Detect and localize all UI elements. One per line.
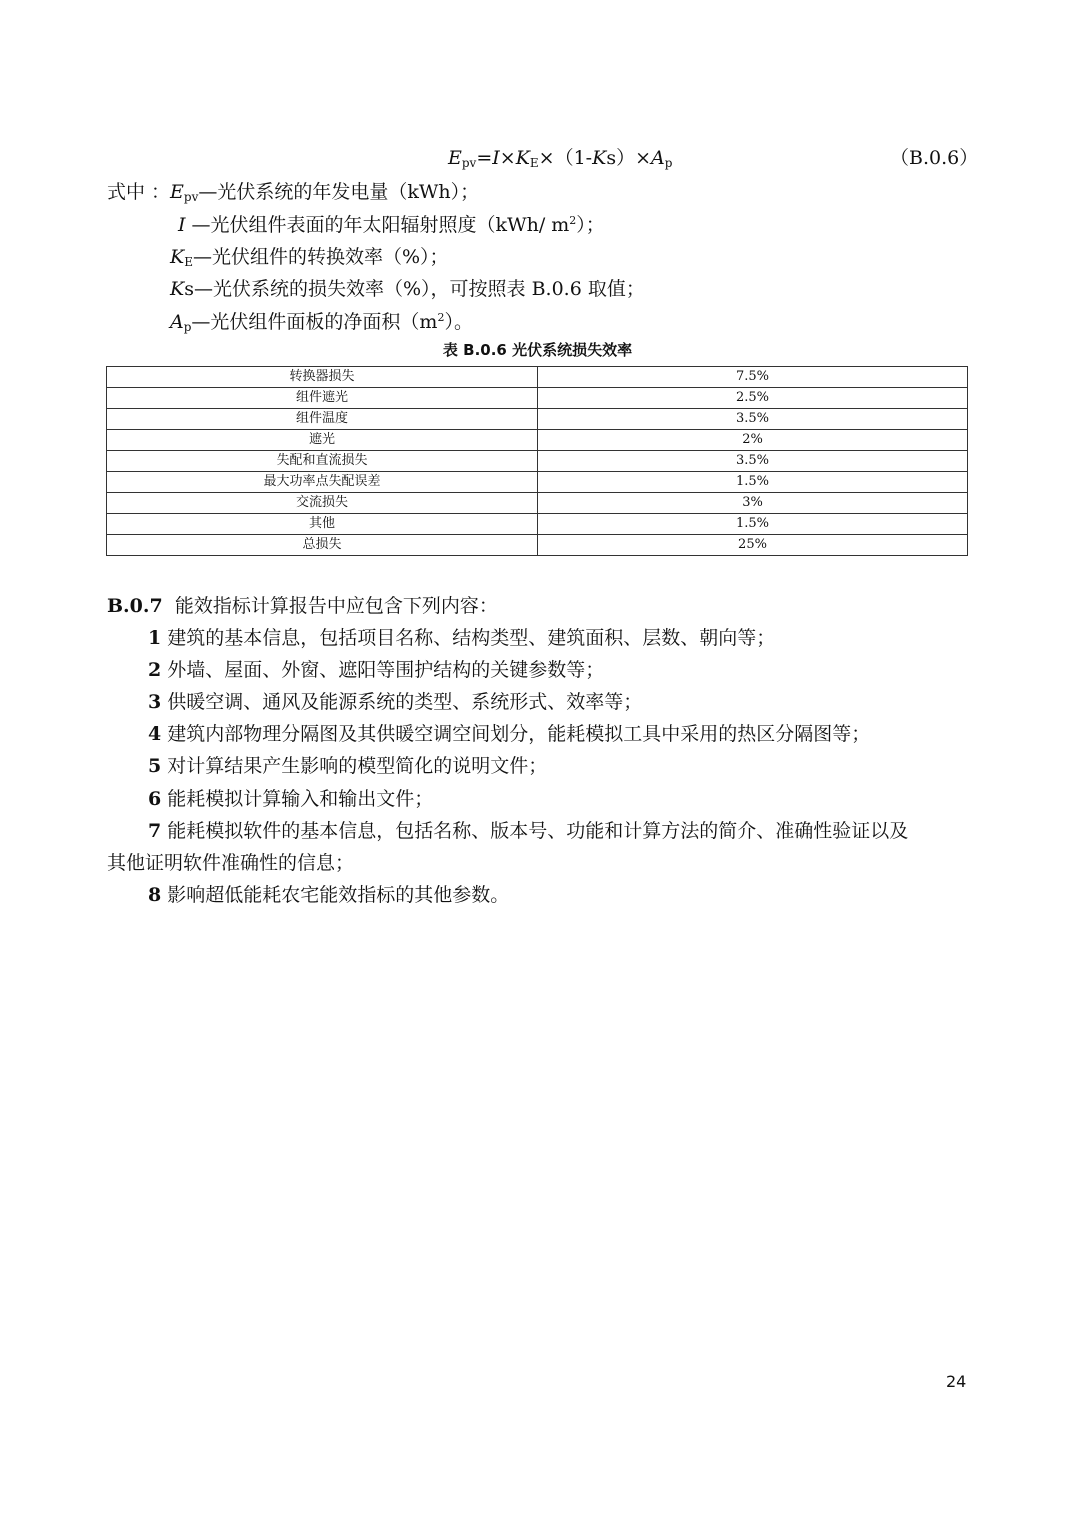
loss-item-cell: 遮光 (107, 430, 538, 451)
table-caption: 表 B.0.6 光伏系统损失效率 (442, 341, 633, 359)
table-row (107, 409, 968, 430)
loss-value-cell: 3.5% (538, 409, 968, 430)
loss-item-cell: 最大功率点失配误差 (107, 472, 538, 493)
definition-epv: 式中 ：$E_{pv}—$光伏系统的年发电量（kWh）； (107, 181, 480, 204)
loss-item-cell: 交流损失 (107, 493, 538, 514)
definition-i: I —光伏组件表面的年太阳辐射照度（kWh/ $m^2$）； (178, 214, 605, 236)
loss-value-cell: 3.5% (538, 451, 968, 472)
loss-value-cell: 2.5% (538, 388, 968, 409)
loss-item-cell: 其他 (107, 514, 538, 535)
list-item: 4 建筑内部物理分隔图及其供暖空调空间划分，能耗模拟工具中采用的热区分隔图等； (148, 723, 871, 745)
list-item: 2 外墙、屋面、外窗、遮阳等围护结构的关键参数等； (148, 659, 605, 681)
table-row (107, 451, 968, 472)
loss-item-cell: 失配和直流损失 (107, 451, 538, 472)
formula: $E_{pv}=I\times K_E\times(1-Ks)\times A_p$ (448, 147, 673, 170)
list-item: 5 对计算结果产生影响的模型简化的说明文件； (148, 755, 548, 777)
table-row (107, 535, 968, 556)
list-item: 8 影响超低能耗农宅能效指标的其他参数。 (148, 884, 510, 906)
loss-item-cell: 转换器损失 (107, 367, 538, 388)
list-item: 6 能耗模拟计算输入和输出文件； (148, 788, 434, 810)
loss-value-cell: 7.5% (538, 367, 968, 388)
loss-value-cell: 1.5% (538, 472, 968, 493)
loss-item-cell: 组件温度 (107, 409, 538, 430)
table-row (107, 388, 968, 409)
list-item: 7 能耗模拟软件的基本信息，包括名称、版本号、功能和计算方法的简介、准确性验证以及 (148, 820, 909, 842)
formula-number: （B.0.6） (890, 147, 979, 169)
table-row (107, 472, 968, 493)
definition-ap: $A_p—$光伏组件面板的净面积$(m^2)$。 (170, 311, 473, 334)
loss-item-cell: 总损失 (107, 535, 538, 556)
loss-value-cell: 25% (538, 535, 968, 556)
loss-item-cell: 组件遮光 (107, 388, 538, 409)
loss-table (106, 366, 968, 556)
table-row (107, 367, 968, 388)
loss-value-cell: 1.5% (538, 514, 968, 535)
list-item-continuation: 其他证明软件准确性的信息； (107, 852, 355, 874)
definition-ks: Ks—光伏系统的损失效率（%），可按照表 B.0.6 取值； (170, 278, 645, 300)
table-row (107, 514, 968, 535)
list-item: 1 建筑的基本信息，包括项目名称、结构类型、建筑面积、层数、朝向等； (148, 627, 776, 649)
list-item: 3 供暖空调、通风及能源系统的类型、系统形式、效率等； (148, 691, 643, 713)
table-row (107, 430, 968, 451)
loss-value-cell: 2% (538, 430, 968, 451)
definition-ke: $K_E—$光伏组件的转换效率（%）； (170, 246, 449, 269)
table-row (107, 493, 968, 514)
section-heading: B.0.7 能效指标计算报告中应包含下列内容： (107, 595, 498, 617)
page-number: 24 (946, 1372, 967, 1391)
loss-value-cell: 3% (538, 493, 968, 514)
